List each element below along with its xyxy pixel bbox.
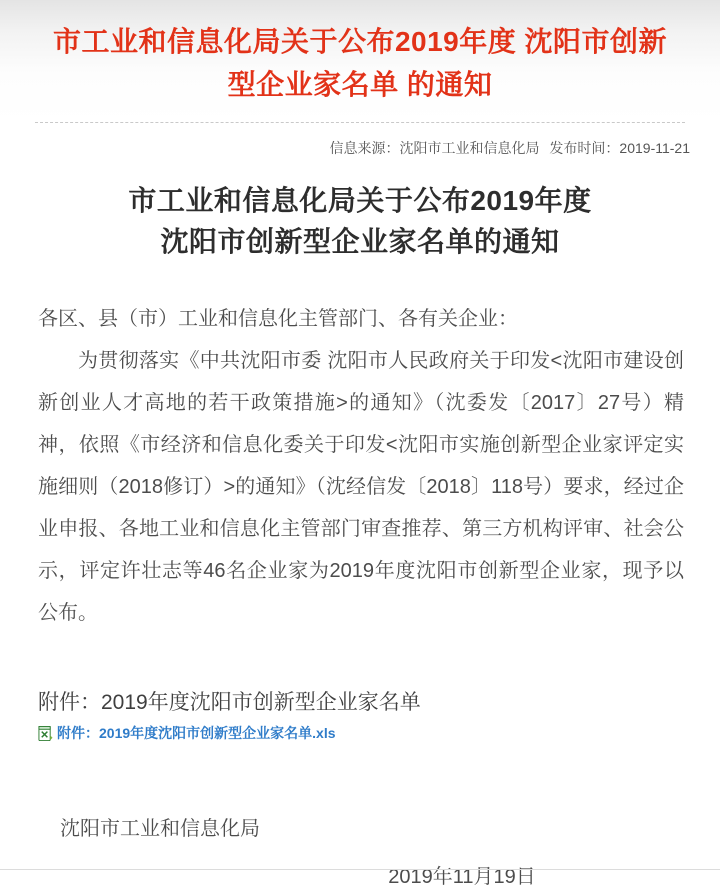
document-title [0,180,720,262]
page-header [0,0,720,122]
attachment-label: 附件：2019年度沈阳市创新型企业家名单 [38,691,421,714]
issue-date: 2019年11月19日 [388,866,536,888]
attachment-link[interactable]: 附件：2019年度沈阳市创新型企业家名单.xls [57,725,336,741]
footer-divider [0,869,720,870]
issuer-signature: 沈阳市工业和信息化局 [60,818,260,840]
document-title-line2: 沈阳市创新型企业家名单的通知 [160,226,560,257]
publish-time: 发布时间：2019-11-21 [549,140,690,156]
page-title: 市工业和信息化局关于公布2019年度 沈阳市创新型企业家名单 的通知 [52,26,668,100]
body-paragraph: 为贯彻落实《中共沈阳市委 沈阳市人民政府关于印发<沈阳市建设创新创业人才高地的若干政策措施>的通知》（沈委发〔2017〕27号）精神，依照《市经济和信息化委关于印发<沈阳市实施创新型企业家评定实施细则（2018修订）>的通知》（沈经信发〔2018〕118号）要求，经过企业申报、各地工业和信息化主管部门审查推荐、第三方机构评审、社会公示，评定许壮志等46名企业家为2019年度沈阳市创新型企业家，现予以公布。 [38,350,684,624]
meta-row [0,138,720,158]
attachment-row [38,724,684,742]
document-title-line1: 市工业和信息化局关于公布2019年度 [128,185,592,216]
document-body [38,298,684,634]
header-dashed-divider [35,122,685,123]
excel-file-icon [38,726,53,741]
salutation: 各区、县（市）工业和信息化主管部门、各有关企业： [38,308,518,330]
info-source: 信息来源：沈阳市工业和信息化局 [329,140,540,156]
